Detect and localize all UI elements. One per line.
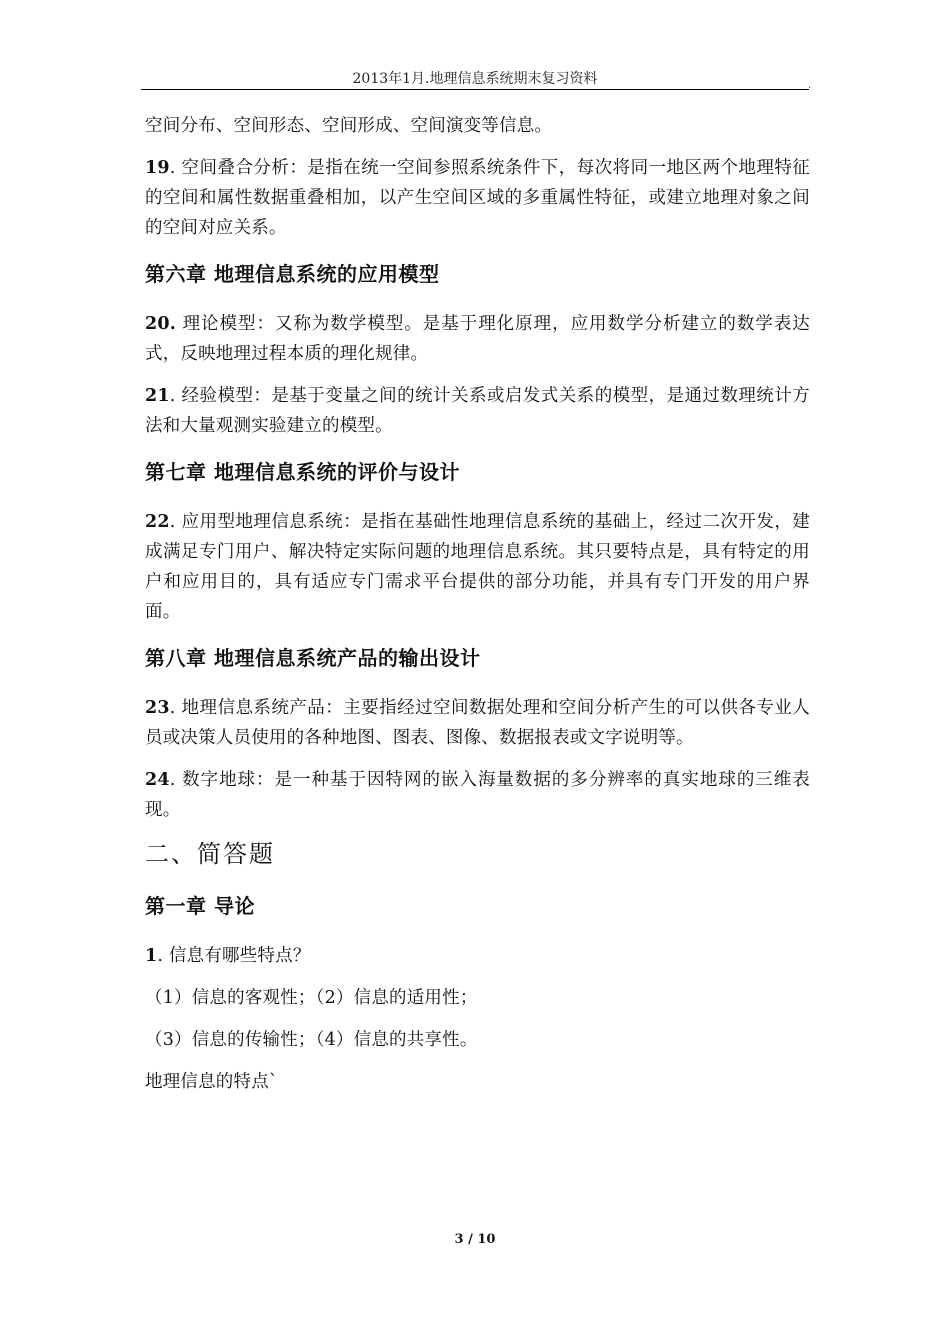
page-number: 3 / 10 (454, 1232, 496, 1247)
paragraph (145, 309, 810, 369)
paragraph (145, 983, 810, 1013)
paragraph-text: . 信息有哪些特点？ (157, 946, 311, 966)
page-header: 2013年1月.地理信息系统期末复习资料 (352, 71, 598, 87)
paragraph (145, 1025, 810, 1055)
paragraph (145, 111, 810, 141)
item-number: 21 (145, 386, 170, 406)
paragraph-text: （1）信息的客观性；（2）信息的适用性； (145, 988, 478, 1008)
paragraph-text: . 经验模型：是基于变量之间的统计关系或启发式关系的模型，是通过数理统计方法和大量观测实验建立的模型。 (145, 386, 810, 436)
paragraph-text: . 应用型地理信息系统：是指在基础性地理信息系统的基础上，经过二次开发，建成满足专门用户、解决特定实际问题的地理信息系统。其只要特点是，具有特定的用户和应用目的，具有适应专门需求平台提供的部分功能，并具有专门开发的用户界面。 (145, 512, 810, 622)
chapter-heading: 第一章 导论 (145, 894, 255, 918)
paragraph-text: 地理信息的特点` (145, 1072, 278, 1092)
paragraph (145, 765, 810, 825)
item-number: 22 (145, 512, 170, 532)
item-number: 1 (145, 946, 158, 966)
item-number: 20. (145, 314, 177, 334)
paragraph-text: 空间分布、空间形态、空间形成、空间演变等信息。 (145, 116, 553, 136)
document-body (145, 111, 810, 1109)
item-number: 23 (145, 698, 170, 718)
paragraph-text: （3）信息的传输性；（4）信息的共享性。 (145, 1030, 478, 1050)
paragraph (145, 941, 810, 971)
header-mark: . (808, 80, 812, 91)
paragraph (145, 693, 810, 753)
section-heading: 二、简答题 (145, 840, 275, 868)
item-number: 19 (145, 158, 170, 178)
paragraph-text: . 空间叠合分析：是指在统一空间参照系统条件下，每次将同一地区两个地理特征的空间和属性数据重叠相加，以产生空间区域的多重属性特征，或建立地理对象之间的空间对应关系。 (145, 158, 810, 238)
chapter-heading: 第六章 地理信息系统的应用模型 (145, 262, 440, 286)
paragraph-text: . 地理信息系统产品：主要指经过空间数据处理和空间分析产生的可以供各专业人员或决策人员使用的各种地图、图表、图像、数据报表或文字说明等。 (145, 698, 810, 748)
chapter-heading: 第八章 地理信息系统产品的输出设计 (145, 646, 481, 670)
chapter-heading: 第七章 地理信息系统的评价与设计 (145, 460, 460, 484)
paragraph-text: . 数字地球：是一种基于因特网的嵌入海量数据的多分辨率的真实地球的三维表现。 (145, 770, 810, 820)
paragraph (145, 153, 810, 243)
paragraph-text: 理论模型：又称为数学模型。是基于理化原理，应用数学分析建立的数学表达式，反映地理过程本质的理化规律。 (145, 314, 810, 364)
paragraph (145, 1067, 810, 1097)
paragraph (145, 507, 810, 627)
paragraph (145, 381, 810, 441)
item-number: 24 (145, 770, 170, 790)
header-divider (141, 89, 809, 90)
